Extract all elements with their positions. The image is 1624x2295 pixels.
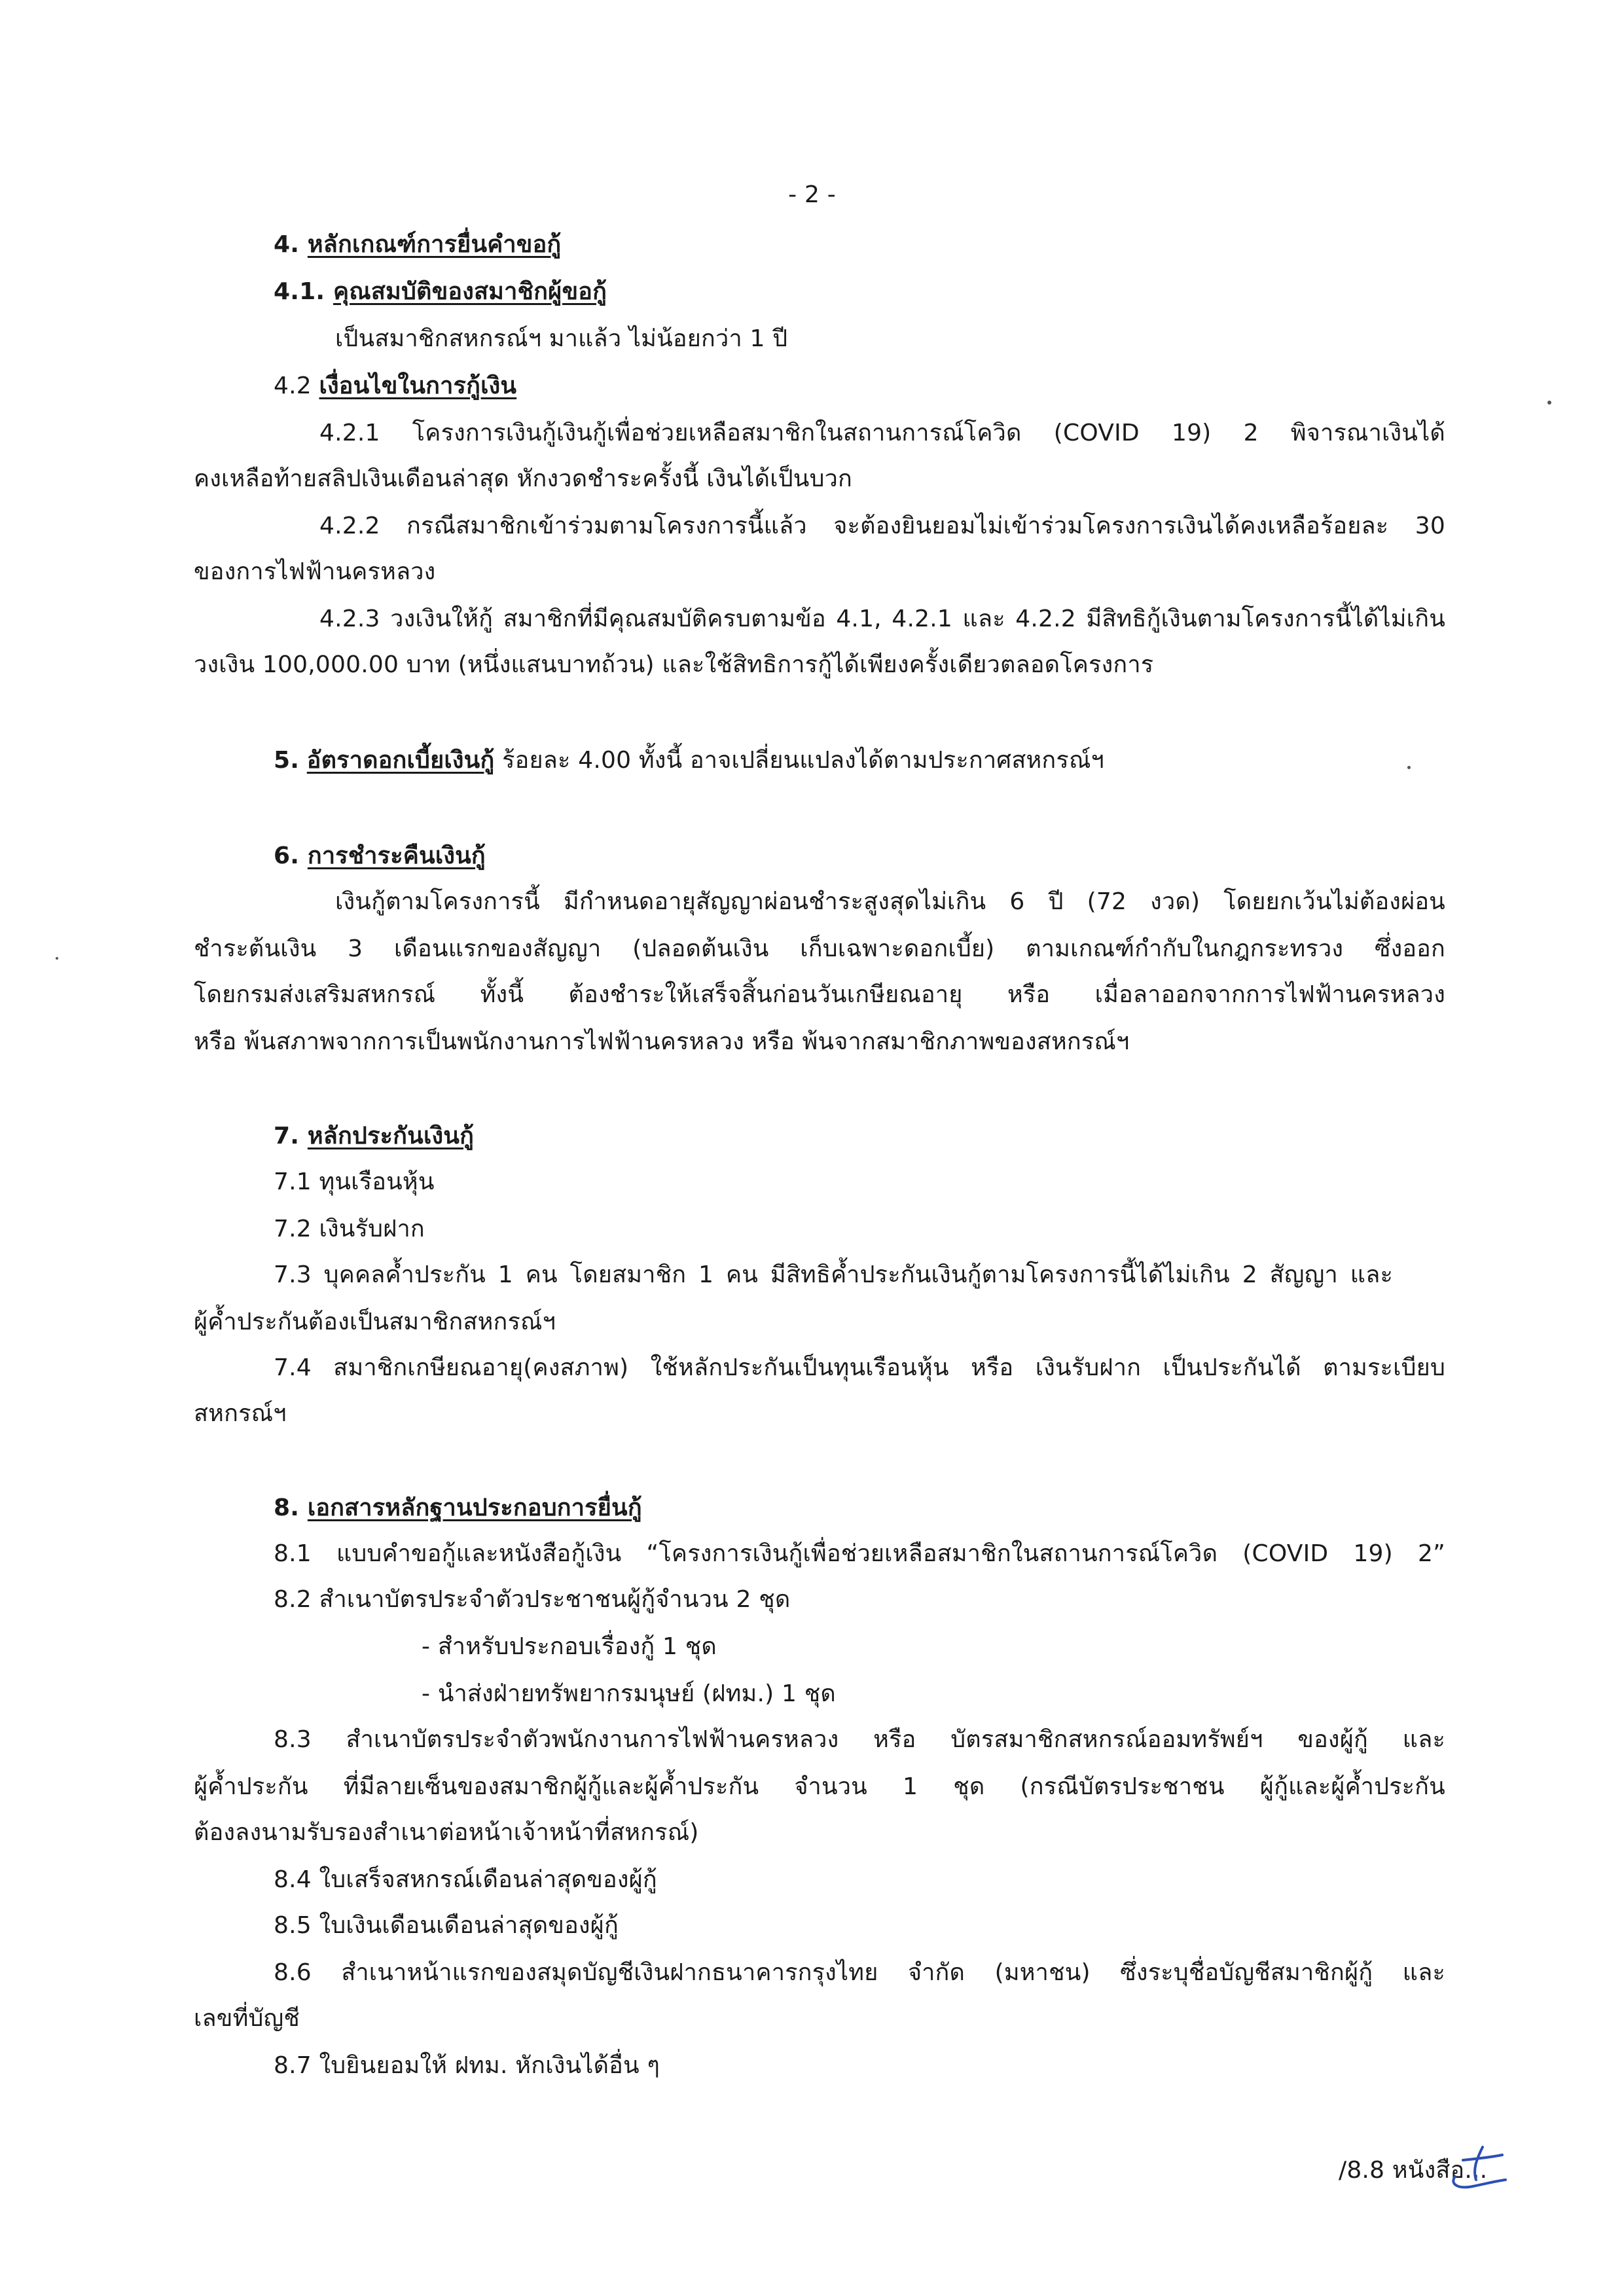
item-7-3-line2: ผู้ค้ำประกันต้องเป็นสมาชิกสหกรณ์ฯ — [194, 1309, 556, 1335]
para-4-2-2-line2: ของการไฟฟ้านครหลวง — [194, 558, 436, 585]
scan-speck — [1407, 766, 1411, 769]
item-7-3-line1: 7.3 บุคคลค้ำประกัน 1 คน โดยสมาชิก 1 คน มีสิทธิค้ำประกันเงินกู้ตามโครงการนี้ได้ไม่เกิน 2 สัญญา และ — [274, 1261, 1393, 1288]
section-4-1-text: เป็นสมาชิกสหกรณ์ฯ มาแล้ว ไม่น้อยกว่า 1 ปี — [335, 325, 788, 352]
section-4-2-number: 4.2 — [274, 372, 312, 399]
page-number: - 2 - — [788, 181, 836, 208]
para-4-2-1-line2: คงเหลือท้ายสลิปเงินเดือนล่าสุด หักงวดชำระครั้งนี้ เงินได้เป็นบวก — [194, 465, 853, 492]
section-4-2-heading — [274, 369, 516, 403]
section-7-number: 7. — [274, 1123, 300, 1149]
item-8-6-line2: เลขที่บัญชี — [194, 2005, 300, 2032]
item-8-5: 8.5 ใบเงินเดือนเดือนล่าสุดของผู้กู้ — [274, 1912, 619, 1939]
para-4-2-1-line1: 4.2.1 โครงการเงินกู้เงินกู้เพื่อช่วยเหลือสมาชิกในสถานการณ์โควิด (COVID 19) 2 พิจารณาเงินได้ — [319, 420, 1445, 446]
section-4-1-title: คุณสมบัติของสมาชิกผู้ขอกู้ — [333, 278, 607, 305]
item-8-2-a: - สำหรับประกอบเรื่องกู้ 1 ชุด — [422, 1633, 717, 1660]
section-6-line2: ชำระต้นเงิน 3 เดือนแรกของสัญญา (ปลอดต้นเงิน เก็บเฉพาะดอกเบี้ย) ตามเกณฑ์กำกับในกฎกระทรวง ซึ่งออก — [194, 935, 1445, 962]
section-7-title: หลักประกันเงินกู้ — [307, 1123, 475, 1149]
section-8-title: เอกสารหลักฐานประกอบการยื่นกู้ — [307, 1494, 642, 1521]
section-4-1-number: 4.1. — [274, 278, 325, 305]
section-6-heading — [274, 839, 486, 873]
section-6-number: 6. — [274, 842, 300, 869]
section-6-title: การชำระคืนเงินกู้ — [307, 842, 486, 869]
section-5-line — [274, 744, 1104, 778]
para-4-2-2-line1: 4.2.2 กรณีสมาชิกเข้าร่วมตามโครงการนี้แล้ว จะต้องยินยอมไม่เข้าร่วมโครงการเงินได้คงเหลือร้อยละ 30 — [319, 513, 1445, 539]
item-7-2: 7.2 เงินรับฝาก — [274, 1216, 425, 1242]
section-8-number: 8. — [274, 1494, 300, 1521]
section-4-1-heading — [274, 275, 607, 309]
section-8-heading — [274, 1491, 642, 1525]
continuation-reference: /8.8 หนังสือ... — [1339, 2157, 1488, 2184]
item-8-3-line1: 8.3 สำเนาบัตรประจำตัวพนักงานการไฟฟ้านครหลวง หรือ บัตรสมาชิกสหกรณ์ออมทรัพย์ฯ ของผู้กู้ และ — [274, 1726, 1445, 1753]
item-8-3-line2: ผู้ค้ำประกัน ที่มีลายเซ็นของสมาชิกผู้กู้และผู้ค้ำประกัน จำนวน 1 ชุด (กรณีบัตรประชาชน ผู้กู้และผู้ค้ำประกัน — [194, 1773, 1445, 1800]
section-5-title: อัตราดอกเบี้ยเงินกู้ — [306, 747, 495, 774]
item-8-2: 8.2 สำเนาบัตรประจำตัวประชาชนผู้กู้จำนวน 2 ชุด — [274, 1586, 791, 1613]
section-4-2-title: เงื่อนไขในการกู้เงิน — [319, 372, 517, 399]
item-7-1: 7.1 ทุนเรือนหุ้น — [274, 1168, 435, 1195]
item-8-7: 8.7 ใบยินยอมให้ ฝทม. หักเงินได้อื่น ๆ — [274, 2052, 660, 2079]
section-5-number: 5. — [274, 747, 300, 774]
section-7-heading — [274, 1119, 474, 1153]
item-8-2-b: - นำส่งฝ่ายทรัพยากรมนุษย์ (ฝทม.) 1 ชุด — [422, 1680, 836, 1707]
item-8-6-line1: 8.6 สำเนาหน้าแรกของสมุดบัญชีเงินฝากธนาคารกรุงไทย จำกัด (มหาชน) ซึ่งระบุชื่อบัญชีสมาชิกผู้กู้ และ — [274, 1959, 1445, 1986]
section-6-line4: หรือ พ้นสภาพจากการเป็นพนักงานการไฟฟ้านครหลวง หรือ พ้นจากสมาชิกภาพของสหกรณ์ฯ — [194, 1028, 1130, 1055]
item-7-4-line2: สหกรณ์ฯ — [194, 1400, 287, 1427]
scan-speck — [56, 957, 58, 960]
section-4-heading — [274, 228, 561, 262]
scan-speck — [1547, 401, 1551, 405]
item-8-3-line3: ต้องลงนามรับรองสำเนาต่อหน้าเจ้าหน้าที่สหกรณ์) — [194, 1819, 699, 1846]
item-7-4-line1: 7.4 สมาชิกเกษียณอายุ(คงสภาพ) ใช้หลักประกันเป็นทุนเรือนหุ้น หรือ เงินรับฝาก เป็นประกันได้ ตามระเบียบ — [274, 1354, 1445, 1381]
section-5-text: ร้อยละ 4.00 ทั้งนี้ อาจเปลี่ยนแปลงได้ตามประกาศสหกรณ์ฯ — [502, 747, 1104, 774]
para-4-2-3-line2: วงเงิน 100,000.00 บาท (หนึ่งแสนบาทถ้วน) และใช้สิทธิการกู้ได้เพียงครั้งเดียวตลอดโครงการ — [194, 651, 1154, 678]
handwritten-initial-mark — [1437, 2141, 1515, 2193]
item-8-4: 8.4 ใบเสร็จสหกรณ์เดือนล่าสุดของผู้กู้ — [274, 1866, 657, 1893]
section-4-number: 4. — [274, 231, 300, 258]
para-4-2-3-line1: 4.2.3 วงเงินให้กู้ สมาชิกที่มีคุณสมบัติครบตามข้อ 4.1, 4.2.1 และ 4.2.2 มีสิทธิกู้เงินตามโครงการนี้ได้ไม่เกิน — [319, 605, 1445, 632]
section-4-title: หลักเกณฑ์การยื่นคำขอกู้ — [307, 231, 562, 258]
item-8-1: 8.1 แบบคำขอกู้และหนังสือกู้เงิน “โครงการเงินกู้เพื่อช่วยเหลือสมาชิกในสถานการณ์โควิด (COVID 19) 2” — [274, 1540, 1445, 1567]
section-6-line1: เงินกู้ตามโครงการนี้ มีกำหนดอายุสัญญาผ่อนชำระสูงสุดไม่เกิน 6 ปี (72 งวด) โดยยกเว้นไม่ต้องผ่อน — [335, 888, 1445, 915]
section-6-line3: โดยกรมส่งเสริมสหกรณ์ ทั้งนี้ ต้องชำระให้เสร็จสิ้นก่อนวันเกษียณอายุ หรือ เมื่อลาออกจากการไฟฟ้านครหลวง — [194, 981, 1445, 1008]
